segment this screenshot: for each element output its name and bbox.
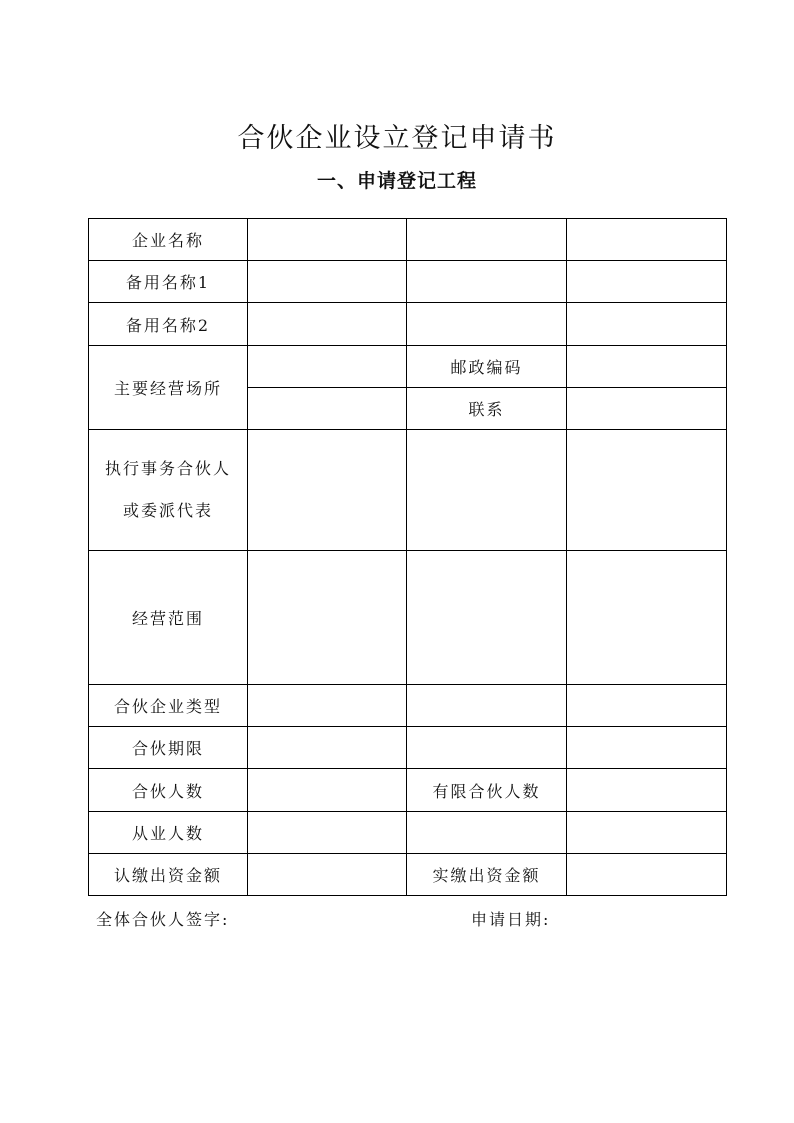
label-company-name: 企业名称 — [89, 219, 248, 261]
field-alt-name-1-a[interactable] — [248, 261, 407, 303]
label-main-premises: 主要经营场所 — [89, 346, 248, 430]
field-employee-count-a[interactable] — [248, 812, 407, 854]
label-exec-partner-line2: 或委派代表 — [122, 501, 213, 520]
label-contact: 联系 — [407, 388, 567, 430]
row-alt-name-1 — [89, 261, 727, 303]
registration-form-table — [88, 218, 727, 896]
field-employee-count-c[interactable] — [567, 812, 727, 854]
field-company-name-1[interactable] — [248, 219, 407, 261]
field-enterprise-type-a[interactable] — [248, 685, 407, 727]
row-company-name — [89, 219, 727, 261]
section-heading: 一、申请登记工程 — [316, 170, 477, 192]
field-alt-name-1-b[interactable] — [407, 261, 567, 303]
row-alt-name-2 — [89, 303, 727, 346]
field-alt-name-2-a[interactable] — [248, 303, 407, 346]
label-enterprise-type: 合伙企业类型 — [89, 685, 248, 727]
label-partnership-term: 合伙期限 — [89, 727, 248, 769]
row-employee-count — [89, 812, 727, 854]
label-exec-partner-line1: 执行事务合伙人 — [104, 459, 231, 478]
label-employee-count: 从业人数 — [89, 812, 248, 854]
row-exec-partner — [89, 430, 727, 551]
date-label: 申请日期: — [471, 910, 551, 929]
document-title: 合伙企业设立登记申请书 — [237, 123, 557, 154]
label-exec-partner — [89, 430, 248, 551]
field-enterprise-type-c[interactable] — [567, 685, 727, 727]
field-company-name-3[interactable] — [567, 219, 727, 261]
field-contact[interactable] — [567, 388, 727, 430]
field-business-scope-a[interactable] — [248, 551, 407, 685]
field-premises-extra[interactable] — [248, 388, 407, 430]
label-business-scope: 经营范围 — [89, 551, 248, 685]
field-company-name-2[interactable] — [407, 219, 567, 261]
label-paid-capital: 实缴出资金额 — [407, 854, 567, 896]
field-employee-count-b[interactable] — [407, 812, 567, 854]
signature-label: 全体合伙人签字: — [96, 910, 230, 929]
field-partner-count[interactable] — [248, 769, 407, 812]
row-business-scope — [89, 551, 727, 685]
field-paid-capital[interactable] — [567, 854, 727, 896]
field-alt-name-2-c[interactable] — [567, 303, 727, 346]
field-partnership-term-a[interactable] — [248, 727, 407, 769]
label-postal-code: 邮政编码 — [407, 346, 567, 388]
field-business-scope-b[interactable] — [407, 551, 567, 685]
field-alt-name-1-c[interactable] — [567, 261, 727, 303]
field-partnership-term-b[interactable] — [407, 727, 567, 769]
field-premises-address[interactable] — [248, 346, 407, 388]
field-subscribed-capital[interactable] — [248, 854, 407, 896]
field-exec-partner-b[interactable] — [407, 430, 567, 551]
label-subscribed-capital: 认缴出资金额 — [89, 854, 248, 896]
label-alt-name-2: 备用名称2 — [89, 303, 248, 346]
field-limited-partner-count[interactable] — [567, 769, 727, 812]
row-partner-count — [89, 769, 727, 812]
field-business-scope-c[interactable] — [567, 551, 727, 685]
label-alt-name-1: 备用名称1 — [89, 261, 248, 303]
label-limited-partner-count: 有限合伙人数 — [407, 769, 567, 812]
field-exec-partner-c[interactable] — [567, 430, 727, 551]
row-capital — [89, 854, 727, 896]
field-alt-name-2-b[interactable] — [407, 303, 567, 346]
field-postal-code[interactable] — [567, 346, 727, 388]
field-partnership-term-c[interactable] — [567, 727, 727, 769]
row-partnership-term — [89, 727, 727, 769]
row-premises-postal — [89, 346, 727, 388]
label-partner-count: 合伙人数 — [89, 769, 248, 812]
field-enterprise-type-b[interactable] — [407, 685, 567, 727]
row-enterprise-type — [89, 685, 727, 727]
field-exec-partner-a[interactable] — [248, 430, 407, 551]
